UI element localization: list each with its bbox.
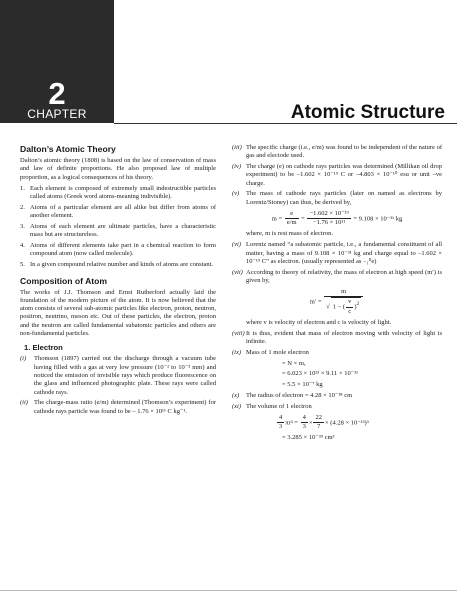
list-item: (iv) The charge (e) on cathode rays particles was determined (Millikan oil drop experiment) to be –1.602 × 10⁻¹⁹ C or –4.803 × 10⁻¹⁰ esu or unit –ve charge.	[232, 163, 442, 187]
where-m: where, m is rest mass of electron.	[246, 230, 334, 238]
left-column	[20, 144, 216, 418]
chapter-title: Atomic Structure	[290, 102, 445, 123]
right-column	[232, 144, 442, 445]
list-item: (ii) The charge-mass ratio (e/m) determined (Thomson’s experiment) for cathode rays particle was found to be – 1.76 × 10¹¹ C kg⁻¹.	[20, 399, 216, 415]
chapter-block	[0, 0, 114, 123]
electron-points-continued	[232, 144, 442, 207]
composition-heading: Composition of Atom	[20, 275, 108, 286]
dalton-intro: Dalton’s atomic theory (1808) is based on the law of conservation of mass and law of definite proportions. He also proposed law of multiple proportion, as a logical consequences of his theory.	[20, 157, 216, 181]
list-item: (xi) The volume of 1 electron	[232, 402, 312, 410]
footer-rule	[0, 590, 457, 591]
list-item: (ix) Mass of 1 mole electron	[232, 349, 309, 357]
electron-points-more	[232, 241, 442, 285]
list-item: 3. Atoms of each element are ultimate particles, have a characteristic mass but are structureless.	[20, 223, 216, 239]
list-item: (vii) According to theory of relativity, the mass of electron at high speed (m′) is given by,	[232, 268, 442, 285]
mass-equation: m = $\frac{e}{e/m}$ = $\frac{\text{−1.602 × 10⁻¹⁹}}{\text{−1.76 × 10¹¹}}$ = 9.108 × 10⁻³¹ kg	[271, 209, 403, 226]
electron-points-last	[232, 392, 442, 411]
volume-result: = 3.285 × 10⁻³⁹ cm³	[282, 434, 335, 442]
mole-mass-calculation: = N × mₑ = 6.023 × 10²³ × 9.11 × 10⁻³¹ = 5.5 × 10⁻⁷ kg	[282, 360, 359, 388]
where-v: where v is velocity of electron and c is velocity of light.	[246, 318, 392, 326]
list-item: 5. In a given compound relative number and kinds of atoms are constant.	[20, 261, 214, 269]
volume-equation: $\frac{4}{3}$ πr³ = $\frac{4}{3}$ × $\frac{22}{7}$ × (4.28 × 10⁻¹³)³	[279, 413, 369, 430]
header-rule	[114, 123, 457, 124]
list-item: (vi) Lorentz named “a subatomic particle, i.e., a fundamental constituent of all matter, having a mass of 9.108 × 10⁻³¹ kg and charge equal to –1.602 × 10⁻¹⁹ C” as electron. (usually represented as ₋₁⁰e)	[232, 241, 442, 266]
list-item: 2. Atoms of a particular element are all alike but differ from atoms of another element.	[20, 203, 216, 220]
chapter-label: CHAPTER	[27, 107, 87, 121]
list-item: 4. Atoms of different elements take part in a chemical reaction to form compound atom (now called molecule).	[20, 242, 216, 258]
relativity-equation: m′ = m √ 1 − ( $\frac{v}{c}$ )$^2$	[232, 288, 442, 316]
electron-heading: 1. Electron	[24, 343, 63, 353]
dalton-points	[20, 185, 216, 270]
dalton-heading: Dalton’s Atomic Theory	[20, 144, 116, 154]
list-item: (v) The mass of cathode rays particles (later on named as electrons by Lorentz/Stoney) can thus, be derived by,	[232, 190, 442, 206]
list-item: (iii) The specific charge (i.e., e/m) was found to be independent of the nature of gas and electode used.	[232, 144, 442, 160]
list-item: 1. Each element is composed of extremely small indestructible particles called atoms (Greek word atoms-meaning indivisible).	[20, 184, 216, 201]
list-item: (viii) It is thus, evident that mass of electron moving with velocity of light is infinite.	[232, 330, 442, 346]
chapter-number: 2	[48, 76, 66, 111]
electron-points	[20, 355, 216, 416]
list-item: (x) The radius of electron = 4.28 × 10⁻¹⁸ cm	[232, 391, 353, 399]
electron-points-final	[232, 330, 442, 357]
composition-paragraph: The works of J.J. Thomson and Ernst Rutherford actually laid the foundation of the modern picture of the atom. It is now believed that the atom consists of several sub-atomic particles like electron, proton, neutron, positron, neutrino, meson etc. Out of these particles, the electron, proton and the neutron are called fundamental subatomic particles and others are non-fundamental particles.	[20, 288, 216, 338]
list-item: (i) Thomson (1897) carried out the discharge through a vacuum tube having filled with a gas at very low pressure (10⁻² to 10⁻³ mm) and noticed the emission of invisible rays which produce fluorescence on the glass and influenced photographic plate. These rays were called cathode rays.	[20, 355, 216, 396]
